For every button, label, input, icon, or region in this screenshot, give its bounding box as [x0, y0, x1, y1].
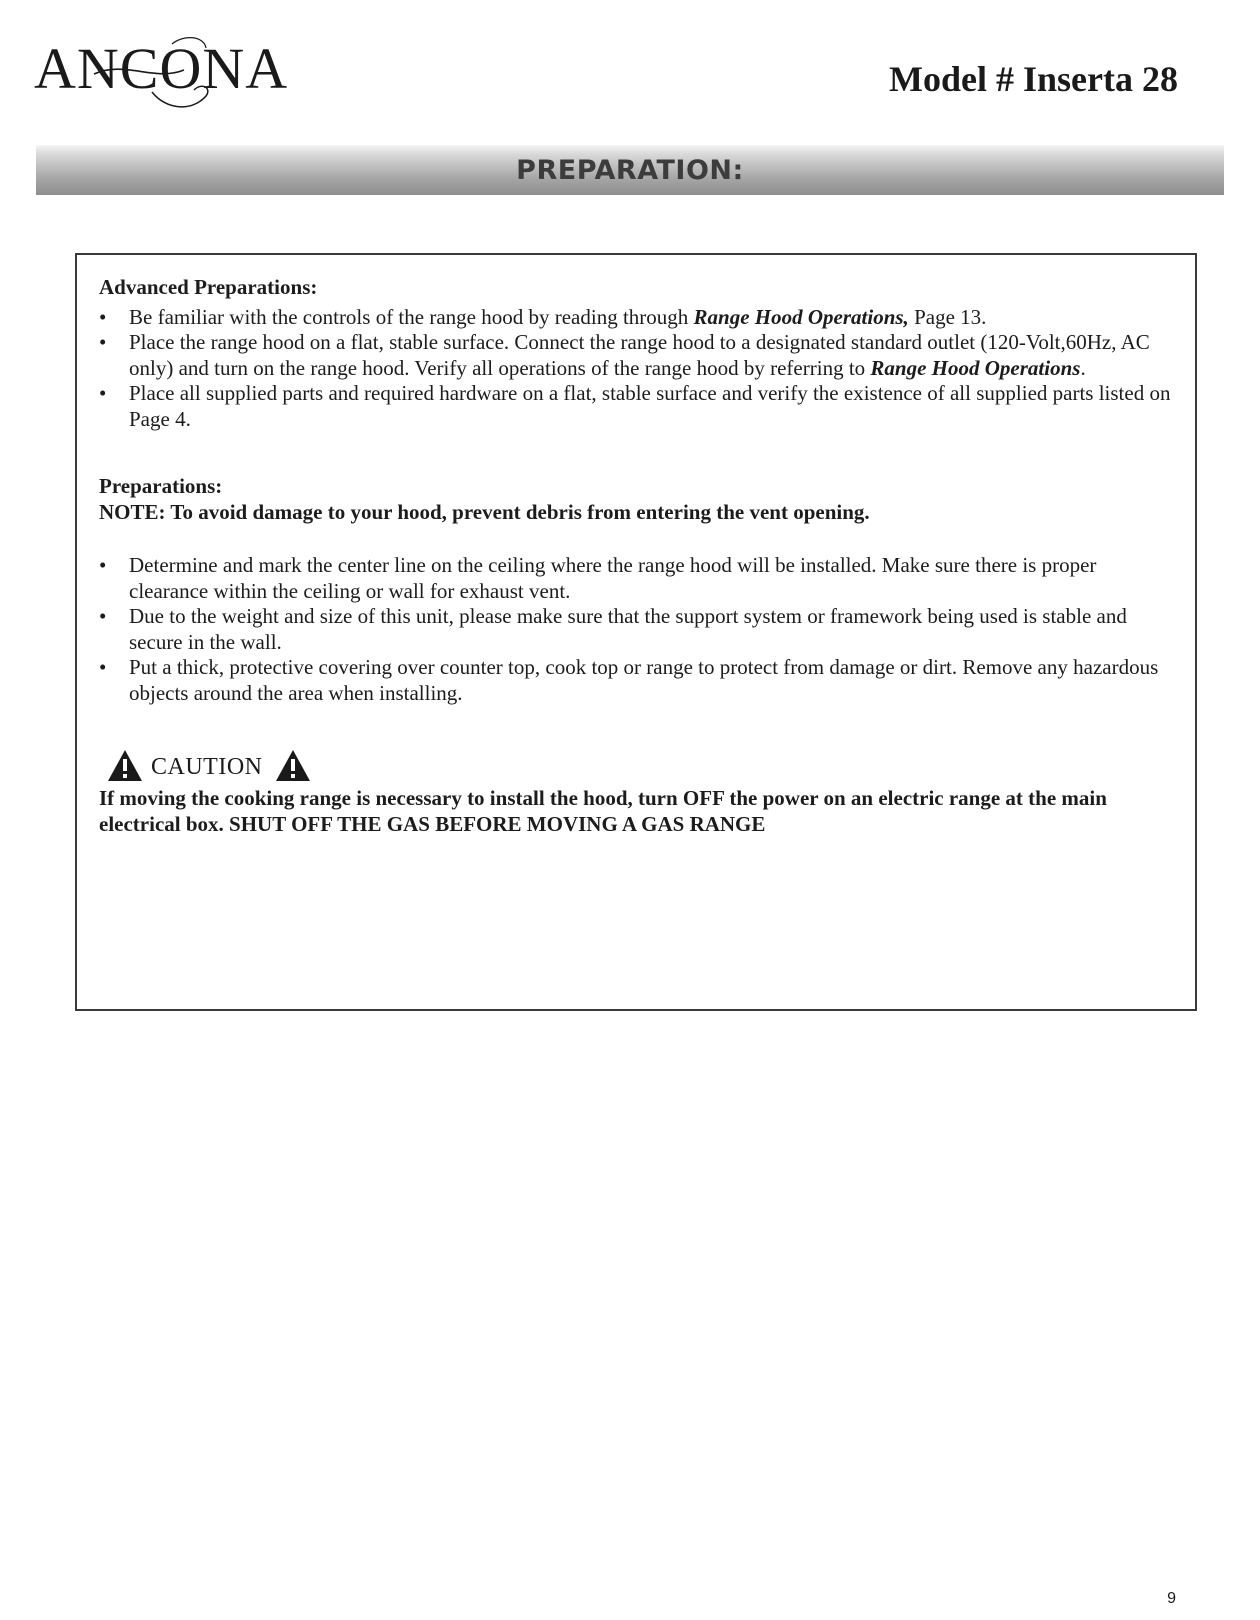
- list-item-text: Be familiar with the controls of the range hood by reading through: [129, 304, 694, 329]
- ancona-logo: [34, 30, 304, 120]
- note-text: NOTE: To avoid damage to your hood, prevent debris from entering the vent opening.: [99, 499, 870, 524]
- warning-triangle-icon: [107, 749, 143, 782]
- list-item-text: Place the range hood on a flat, stable surface. Connect the range hood to a designated standard outlet (120-Volt,60Hz, AC only) and turn on the range hood. Verify all operations of the range hood by referring to: [129, 330, 1150, 380]
- advanced-preparations-list: [99, 305, 1175, 433]
- caution-label: CAUTION: [151, 754, 263, 781]
- list-item-text: .: [1080, 355, 1086, 380]
- banner-title: PREPARATION:: [516, 154, 744, 186]
- range-hood-operations-reference: Range Hood Operations,: [693, 304, 909, 329]
- list-item: [99, 305, 1175, 331]
- list-item: • Due to the weight and size of this unit, please make sure that the support system or framework being used is stable and secure in the wall.: [99, 604, 1175, 655]
- list-item: [99, 330, 1175, 381]
- section-banner: [36, 145, 1224, 195]
- advanced-preparations-heading: Advanced Preparations:: [99, 275, 318, 299]
- list-item: • Determine and mark the center line on the ceiling where the range hood will be installed. Make sure there is proper clearance within the ceiling or wall for exhaust vent.: [99, 553, 1175, 604]
- model-title: Model # Inserta 28: [889, 59, 1178, 99]
- page-number: 9: [1167, 1590, 1176, 1607]
- preparations-heading: Preparations:: [99, 474, 223, 498]
- range-hood-operations-reference: Range Hood Operations: [870, 355, 1081, 380]
- list-item: [99, 381, 1175, 432]
- caution-header: [107, 744, 1175, 786]
- preparation-box: [75, 253, 1197, 1011]
- logo-wordmark: ANCONA: [34, 36, 289, 101]
- list-item-text: Place all supplied parts and required hardware on a flat, stable surface and verify the existence of all supplied parts listed on Page 4.: [129, 381, 1171, 431]
- caution-text: If moving the cooking range is necessary to install the hood, turn OFF the power on an electric range at the main electrical box. SHUT OFF THE GAS BEFORE MOVING A GAS RANGE: [99, 786, 1107, 836]
- preparations-list: [99, 553, 1175, 706]
- ancona-logo-graphic: [34, 30, 304, 120]
- list-item: • Put a thick, protective covering over counter top, cook top or range to protect from damage or dirt. Remove any hazardous objects around the area when installing.: [99, 655, 1175, 706]
- list-item-text: Page 13.: [908, 304, 987, 329]
- warning-triangle-icon: [275, 749, 311, 782]
